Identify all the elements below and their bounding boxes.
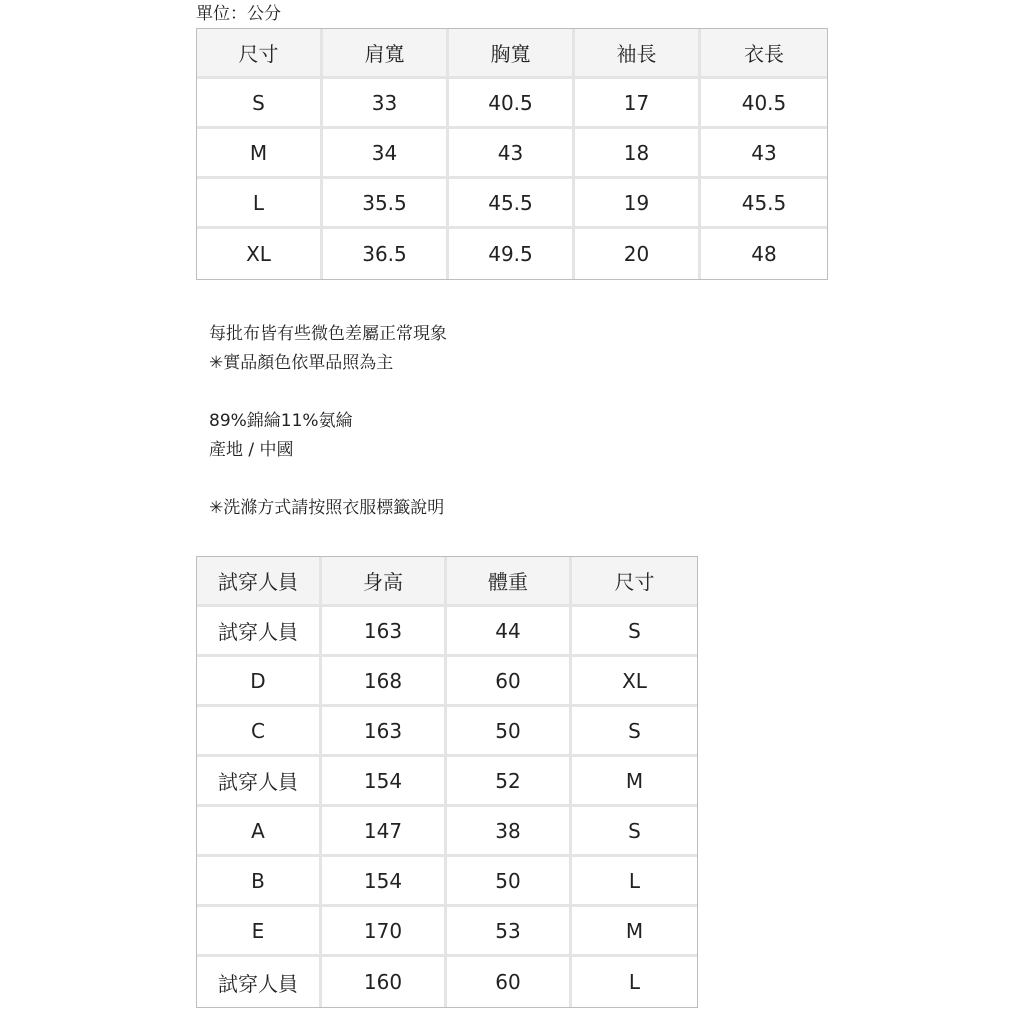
table-cell: 17 (575, 79, 701, 129)
table-row (197, 857, 697, 907)
table-row (197, 807, 697, 857)
table-cell: 19 (575, 179, 701, 229)
table-cell: 45.5 (701, 179, 827, 229)
table-row (197, 957, 697, 1007)
model-table-header-row (197, 557, 697, 607)
model-header-cell: 試穿人員 (197, 557, 322, 607)
color-note-line: ✳實品顏色依單品照為主 (209, 353, 394, 373)
table-cell: 38 (447, 807, 572, 857)
table-cell: 43 (701, 129, 827, 179)
table-cell: M (572, 757, 697, 807)
table-cell: 154 (322, 857, 447, 907)
table-cell: 154 (322, 757, 447, 807)
fitting-model-table (196, 556, 698, 1008)
table-row (197, 757, 697, 807)
table-cell: 33 (323, 79, 449, 129)
table-row (197, 129, 827, 179)
table-cell: 20 (575, 229, 701, 279)
table-cell: 60 (447, 657, 572, 707)
table-cell: 18 (575, 129, 701, 179)
table-row (197, 657, 697, 707)
table-cell: M (572, 907, 697, 957)
height-header-cell: 身高 (322, 557, 447, 607)
table-cell: 53 (447, 907, 572, 957)
table-cell: 147 (322, 807, 447, 857)
material-note: 89%錦綸11%氨綸 (209, 411, 353, 431)
table-cell: 44 (447, 607, 572, 657)
table-row (197, 707, 697, 757)
table-cell: 50 (447, 707, 572, 757)
table-cell: A (197, 807, 322, 857)
table-cell: 163 (322, 707, 447, 757)
table-cell: S (572, 807, 697, 857)
table-cell: XL (197, 229, 323, 279)
table-cell: S (572, 607, 697, 657)
table-cell: 36.5 (323, 229, 449, 279)
table-cell: L (628, 970, 641, 994)
table-cell: 45.5 (449, 179, 575, 229)
table-cell: 48 (751, 242, 777, 266)
table-cell: E (197, 907, 322, 957)
color-note-line: 每批布皆有些微色差屬正常現象 (209, 324, 447, 344)
table-cell: 40.5 (701, 79, 827, 129)
table-cell: 168 (322, 657, 447, 707)
table-cell: 試穿人員 (197, 607, 322, 657)
table-row (197, 179, 827, 229)
table-cell: 60 (447, 957, 572, 1007)
table-cell: 49.5 (449, 229, 575, 279)
table-row (197, 907, 697, 957)
table-cell: 163 (322, 607, 447, 657)
table-cell: L (197, 179, 323, 229)
chest-header-cell: 胸寬 (449, 29, 575, 79)
table-cell: 35.5 (323, 179, 449, 229)
size-header-cell: 尺寸 (197, 29, 323, 79)
origin-note: 產地 / 中國 (209, 440, 294, 460)
table-cell: C (197, 707, 322, 757)
washing-note: ✳洗滌方式請按照衣服標籤說明 (209, 498, 445, 518)
table-row (197, 607, 697, 657)
length-header-cell: 衣長 (701, 29, 827, 79)
table-cell: 170 (322, 907, 447, 957)
table-row (197, 229, 827, 279)
shoulder-header-cell: 肩寬 (323, 29, 449, 79)
table-cell: 試穿人員 (197, 957, 322, 1007)
table-cell: M (197, 129, 323, 179)
size-table-header-row (197, 29, 827, 79)
unit-label: 單位：公分 (196, 4, 281, 24)
table-cell: 52 (447, 757, 572, 807)
table-cell: 43 (449, 129, 575, 179)
table-cell: 34 (323, 129, 449, 179)
table-cell: 50 (447, 857, 572, 907)
sleeve-header-cell: 袖長 (575, 29, 701, 79)
table-cell: B (197, 857, 322, 907)
table-cell: S (572, 707, 697, 757)
weight-header-cell: 體重 (447, 557, 572, 607)
table-cell: 160 (322, 957, 447, 1007)
table-cell: XL (572, 657, 697, 707)
table-cell: S (197, 79, 323, 129)
product-notes (209, 320, 447, 523)
table-row (197, 79, 827, 129)
table-cell: L (572, 857, 697, 907)
size-header-cell: 尺寸 (572, 557, 697, 607)
table-cell: 試穿人員 (197, 757, 322, 807)
size-chart-table (196, 28, 828, 280)
table-cell: D (197, 657, 322, 707)
table-cell: 40.5 (449, 79, 575, 129)
